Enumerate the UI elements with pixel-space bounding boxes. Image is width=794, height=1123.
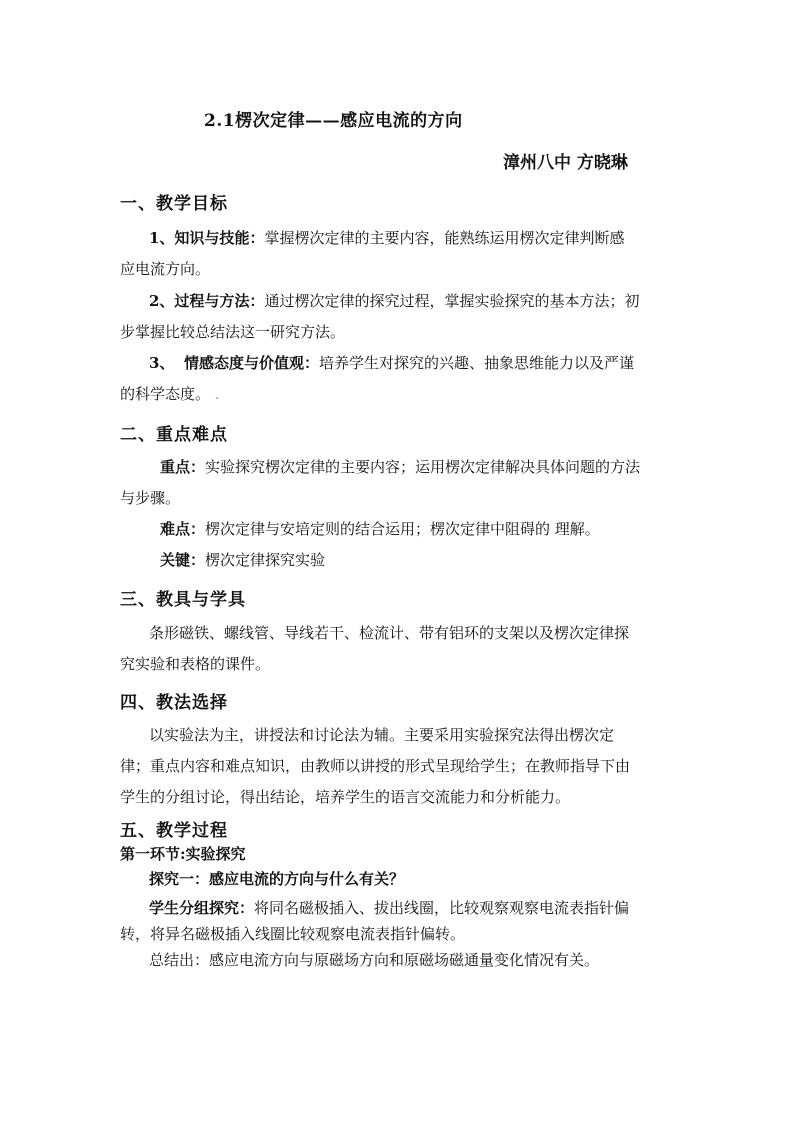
heading-teaching-goals: 一、教学目标: [120, 194, 228, 214]
crux-point-text: 楞次定律探究实验: [205, 551, 326, 569]
teaching-aids-text-b: 究实验和表格的课件。: [120, 655, 271, 673]
crux-point-label: 关键：: [160, 551, 206, 569]
teaching-aids-text: [120, 618, 680, 680]
heading-teaching-aids: 三、教具与学具: [120, 590, 246, 610]
group-inquiry-label: 学生分组探究：: [149, 899, 255, 917]
goal-process-text-b: 步掌握比较总结法这一研究方法。: [120, 323, 346, 341]
goal-attitude-text-b: 的科学态度。: [120, 385, 211, 403]
teaching-aids-text-a: 条形磁铁、螺线管、导线若干、检流计、带有铝环的支架以及楞次定律探: [149, 624, 630, 642]
crux-point: [120, 545, 680, 576]
author-line: 漳州八中 方晓琳: [503, 153, 628, 173]
difficult-point-label: 难点：: [160, 520, 206, 538]
goal-knowledge: [120, 223, 680, 285]
key-point-label: 重点：: [160, 458, 206, 476]
key-point: [120, 452, 680, 514]
inquiry-one-title: 探究一：感应电流的方向与什么有关？: [149, 870, 405, 888]
goal-knowledge-text-a: 掌握楞次定律的主要内容，能熟练运用楞次定律判断感: [264, 229, 625, 247]
teaching-method-text: [120, 720, 680, 813]
goal-attitude-text-a: 培养学生对探究的兴趣、抽象思维能力以及严谨: [319, 354, 635, 372]
difficult-point: [120, 514, 680, 545]
goal-attitude-num: 3、: [149, 354, 175, 372]
goal-process-text-a: 通过楞次定律的探究过程，掌握实验探究的基本方法；初: [264, 292, 640, 310]
teaching-method-text-c: 学生的分组讨论，得出结论，培养学生的语言交流能力和分析能力。: [120, 788, 571, 806]
goal-attitude: [120, 348, 680, 410]
goal-attitude-label: 情感态度与价值观：: [183, 354, 319, 372]
document-title: 2.1楞次定律——感应电流的方向: [204, 111, 463, 131]
group-inquiry-text-b: 转，将异名磁极插入线圈比较观察电流表指针偏转。: [120, 925, 466, 943]
key-point-text-b: 与步骤。: [120, 489, 181, 507]
goal-process-label: 2、过程与方法：: [149, 292, 265, 310]
goal-knowledge-text-b: 应电流方向。: [120, 260, 211, 278]
heading-key-points: 二、重点难点: [120, 425, 228, 445]
summary-text: 总结出：感应电流方向与原磁场方向和原磁场磁通量变化情况有关。: [149, 951, 600, 969]
teaching-method-text-a: 以实验法为主，讲授法和讨论法为辅。主要采用实验探究法得出楞次定: [149, 726, 615, 744]
step-one-title: 第一环节:实验探究: [120, 845, 246, 863]
heading-teaching-process: 五、教学过程: [120, 821, 228, 841]
group-inquiry-text-a: 将同名磁极插入、拔出线圈，比较观察观察电流表指针偏: [254, 899, 630, 917]
stray-dot: .: [214, 385, 220, 403]
goal-knowledge-label: 1、知识与技能：: [149, 229, 265, 247]
difficult-point-text: 楞次定律与安培定则的结合运用；楞次定律中阻碍的 理解。: [205, 520, 600, 538]
teaching-method-text-b: 律；重点内容和难点知识，由教师以讲授的形式呈现给学生；在教师指导下由: [120, 757, 631, 775]
key-point-text-a: 实验探究楞次定律的主要内容；运用楞次定律解决具体问题的方法: [205, 458, 641, 476]
heading-teaching-method: 四、教法选择: [120, 693, 228, 713]
goal-process: [120, 286, 680, 348]
inquiry-one: [120, 864, 680, 973]
